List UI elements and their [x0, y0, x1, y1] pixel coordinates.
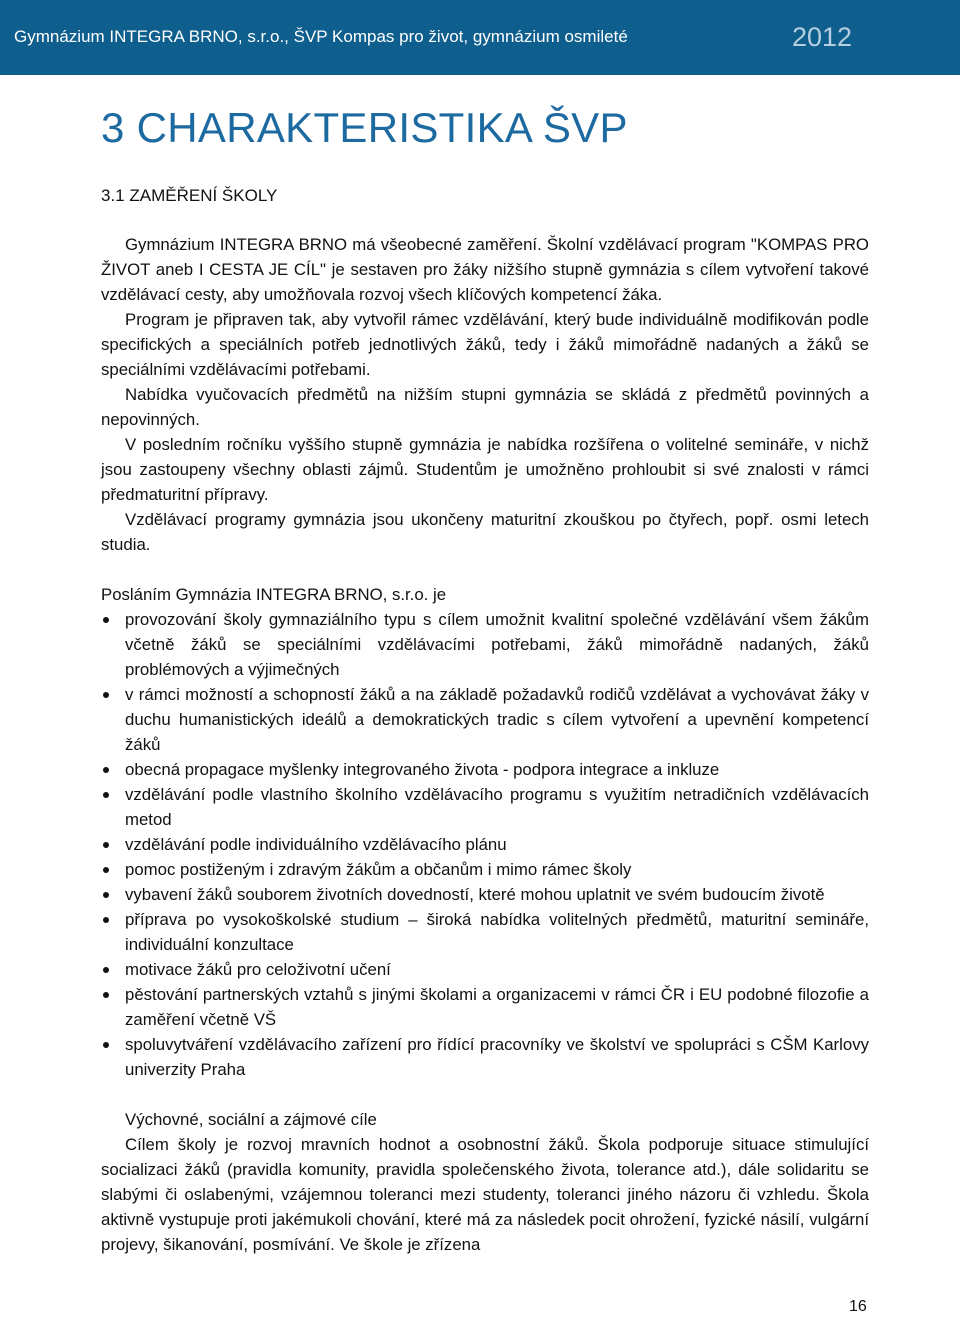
- list-item: spoluvytváření vzdělávacího zařízení pro řídící pracovníky ve školství ve spolupráci s CŠM Karlovy univerzity Praha: [101, 1032, 869, 1082]
- list-item: vybavení žáků souborem životních dovedností, které mohou uplatnit ve svém budoucím životě: [101, 882, 869, 907]
- bullet-icon: [103, 967, 109, 973]
- paragraph: Gymnázium INTEGRA BRNO má všeobecné zaměření. Školní vzdělávací program "KOMPAS PRO ŽIVOT aneb I CESTA JE CÍL" je sestaven pro žáky nižšího stupně gymnázia s cílem vytvoření takové vzdělávací cesty, aby umožňovala rozvoj všech klíčových kompetencí žáka.: [101, 235, 869, 304]
- bullet-icon: [103, 867, 109, 873]
- paragraph: Vzdělávací programy gymnázia jsou ukončeny maturitní zkouškou po čtyřech, popř. osmi letech studia.: [101, 510, 869, 554]
- paragraph: Nabídka vyučovacích předmětů na nižším stupni gymnázia se skládá z předmětů povinných a nepovinných.: [101, 385, 869, 429]
- header-year: 2012: [792, 22, 853, 52]
- list-item: příprava po vysokoškolské studium – široká nabídka volitelných předmětů, maturitní semináře, individuální konzultace: [101, 907, 869, 957]
- list-item: vzdělávání podle vlastního školního vzdělávacího programu s využitím netradičních vzdělávacích metod: [101, 782, 869, 832]
- bullet-icon: [103, 792, 109, 798]
- paragraph: V posledním ročníku vyššího stupně gymnázia je nabídka rozšířena o volitelné semináře, v nichž jsou zastoupeny všechny oblasti zájmů. Studentům je umožněno prohloubit si své znalosti v rámci předmaturitní přípravy.: [101, 435, 869, 504]
- bullet-icon: [103, 992, 109, 998]
- body-text: [101, 232, 869, 1257]
- list-item: motivace žáků pro celoživotní učení: [101, 957, 869, 982]
- list-item: obecná propagace myšlenky integrovaného života - podpora integrace a inkluze: [101, 757, 869, 782]
- list-item: vzdělávání podle individuálního vzdělávacího plánu: [101, 832, 869, 857]
- bullet-icon: [103, 1042, 109, 1048]
- section-heading: 3.1 ZAMĚŘENÍ ŠKOLY: [101, 186, 278, 205]
- page-number: 16: [849, 1298, 867, 1315]
- spacer: [101, 557, 869, 582]
- mission-title: Posláním Gymnázia INTEGRA BRNO, s.r.o. je: [101, 585, 447, 604]
- page-header: [0, 0, 960, 75]
- list-item: pomoc postiženým i zdravým žákům a občanům i mimo rámec školy: [101, 857, 869, 882]
- list-item: provozování školy gymnaziálního typu s cílem umožnit kvalitní společné vzdělávání všem žákům včetně žáků se speciálními vzdělávacími potřebami, žáků mimořádně nadaných, žáků problémových a výjimečných: [101, 607, 869, 682]
- chapter-heading: 3 CHARAKTERISTIKA ŠVP: [101, 104, 628, 151]
- bullet-icon: [103, 767, 109, 773]
- paragraph: Program je připraven tak, aby vytvořil rámec vzdělávání, který bude individuálně modifikován podle specifických a speciálních potřeb jednotlivých žáků, tedy i žáků mimořádně nadaných a žáků se speciálními vzdělávacími potřebami.: [101, 310, 869, 379]
- bullet-icon: [103, 617, 109, 623]
- bullet-icon: [103, 917, 109, 923]
- values-paragraph: Cílem školy je rozvoj mravních hodnot a osobnostní žáků. Škola podporuje situace stimulující socializaci žáků (pravidla komunity, pravidla společenského života, tolerance atd.), dále solidaritu se slabými či oslabenými, vzájemnou toleranci mezi studenty, toleranci jiného názoru či vzhledu. Škola aktivně vystupuje proti jakémukoli chování, které má za následek pocit ohrožení, fyzické násilí, vulgární projevy, šikanování, posmívání. Ve škole je zřízena: [101, 1135, 869, 1254]
- mission-list: [101, 607, 869, 1082]
- bullet-icon: [103, 692, 109, 698]
- values-title: Výchovné, sociální a zájmové cíle: [125, 1110, 377, 1129]
- bullet-icon: [103, 892, 109, 898]
- bullet-icon: [103, 842, 109, 848]
- header-title: Gymnázium INTEGRA BRNO, s.r.o., ŠVP Kompas pro život, gymnázium osmileté: [14, 27, 628, 46]
- list-item: pěstování partnerských vztahů s jinými školami a organizacemi v rámci ČR i EU podobné filozofie a zaměření včetně VŠ: [101, 982, 869, 1032]
- spacer: [101, 1082, 869, 1107]
- list-item: v rámci možností a schopností žáků a na základě požadavků rodičů vzdělávat a vychovávat žáky v duchu humanistických ideálů a demokratických tradic s cílem vytvoření a upevnění kompetencí žáků: [101, 682, 869, 757]
